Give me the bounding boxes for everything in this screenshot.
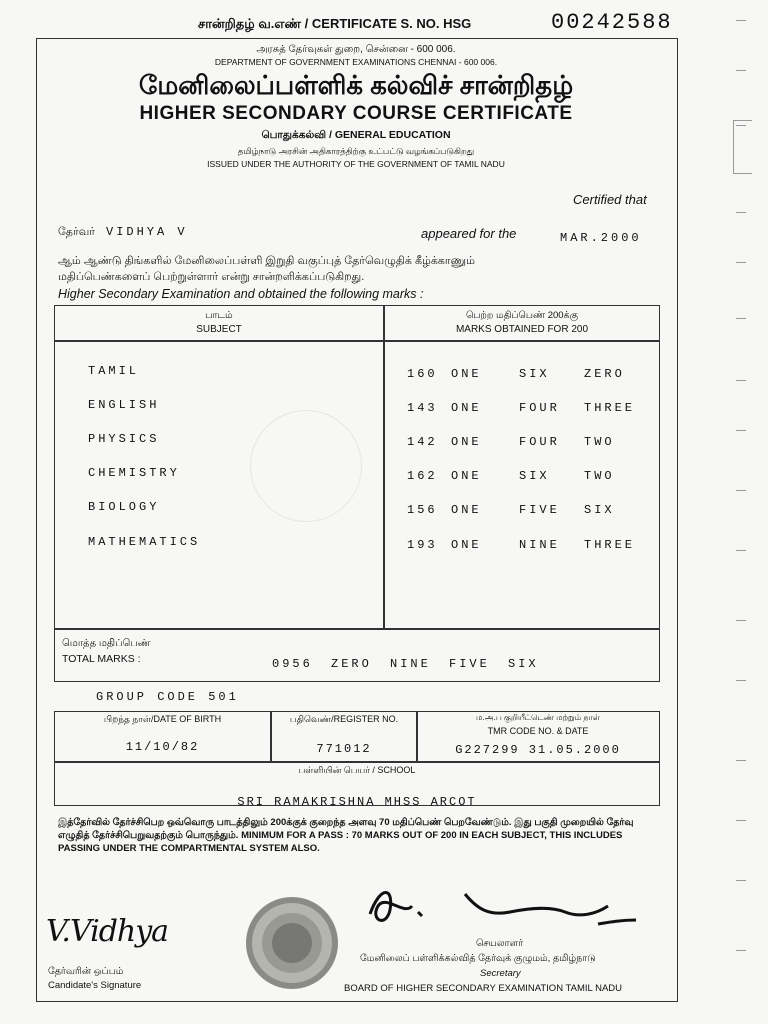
title-english: HIGHER SECONDARY COURSE CERTIFICATE	[139, 103, 573, 124]
marks-header-tamil: பெற்ற மதிப்பெண் 200க்கு	[465, 310, 579, 321]
subject-marks-word-3: THREE	[584, 538, 636, 552]
subject-marks-word-2: FIVE	[519, 503, 560, 517]
official-seal-icon	[244, 895, 340, 991]
watermark-emblem	[250, 410, 362, 522]
subject-marks: 193	[407, 538, 438, 552]
subject-marks-word-3: ZERO	[584, 367, 625, 381]
subject-marks-word-2: NINE	[519, 538, 560, 552]
subject-marks-word-3: THREE	[584, 401, 636, 415]
subject-name: MATHEMATICS	[88, 535, 201, 549]
subject-marks-word-2: FOUR	[519, 401, 560, 415]
subject-marks-word-2: FOUR	[519, 435, 560, 449]
pass-rule-note	[58, 816, 664, 855]
subject-name: BIOLOGY	[88, 500, 160, 514]
marks-table-column-divider	[383, 306, 385, 628]
candidate-label: தேர்வர்	[58, 226, 95, 238]
tmr-value: G227299 31.05.2000	[455, 743, 621, 757]
dob-value: 11/10/82	[125, 740, 200, 754]
secretary-title-tamil: செயலாளர்	[476, 938, 524, 949]
total-marks-label-tamil: மொத்த மதிப்பெண்	[62, 638, 151, 649]
subject-marks-word-2: SIX	[519, 367, 550, 381]
title-tamil: மேனிலைப்பள்ளிக் கல்விச் சான்றிதழ்	[138, 70, 574, 100]
subject-name: ENGLISH	[88, 398, 160, 412]
subject-marks-word-1: ONE	[451, 435, 482, 449]
subject-marks: 143	[407, 401, 438, 415]
board-name-english: BOARD OF HIGHER SECONDARY EXAMINATION TAMIL NADU	[344, 983, 623, 994]
appeared-for-label: appeared for the	[421, 226, 517, 241]
tmr-label-tamil: ம.அ.ப குறியீட்டெண் மற்றும் நாள்	[476, 713, 600, 722]
pass-rule-tamil: இத்தேர்வில் தேர்ச்சிபெற ஒவ்வொரு பாடத்திலும் 200க்குக் குறைந்த அளவு 70 மதிப்பெண் பெறவேண்டும். இது	[58, 817, 532, 828]
certification-english-line: Higher Secondary Examination and obtained the following marks :	[58, 287, 424, 301]
secretary-label: Secretary	[480, 968, 521, 979]
exam-session: MAR.2000	[560, 231, 642, 245]
scan-edge-bracket	[733, 120, 752, 174]
school-label: பள்ளியின் பெயர் / SCHOOL	[298, 765, 416, 775]
total-marks-label: TOTAL MARKS :	[62, 653, 141, 665]
candidate-signature-label-tamil: தேர்வரின் ஒப்பம்	[48, 966, 124, 977]
subject-marks-word-3: SIX	[584, 503, 615, 517]
candidate-signature-label: Candidate's Signature	[48, 980, 142, 991]
subject-marks-word-3: TWO	[584, 469, 615, 483]
authority-tamil: தமிழ்நாடு அரசின் அதிகாரத்திற்கு உட்பட்டு வழங்கப்படுகிறது	[237, 146, 475, 156]
subject-name: TAMIL	[88, 364, 140, 378]
certification-tamil-line-1: ஆம் ஆண்டு திங்களில் மேனிலைப்பள்ளி இறுதி வகுப்புத் தேர்வெழுதிக் கீழ்க்காணும்	[58, 255, 475, 267]
authority-english: ISSUED UNDER THE AUTHORITY OF THE GOVERNMENT OF TAMIL NADU	[207, 159, 505, 169]
certificate-serial-number: 00242588	[551, 10, 673, 35]
subject-name: CHEMISTRY	[88, 466, 180, 480]
register-no-value: 771012	[316, 742, 372, 756]
general-education-label: பொதுக்கல்வி / GENERAL EDUCATION	[261, 129, 451, 141]
subject-marks-word-1: ONE	[451, 538, 482, 552]
certified-that-label: Certified that	[573, 192, 647, 207]
details-table-divider	[55, 761, 659, 763]
pass-rule-english-b: EACH SUBJECT, THIS INCLUDES PASSING UNDER THE COMPARTMENTAL SYSTEM ALSO.	[58, 830, 623, 854]
tmr-label: TMR CODE NO. & DATE	[487, 726, 589, 736]
pass-rule-tamil-2: பகுதி முறையில் தேர்வு எழுதித் தேர்ச்சிபெறுவதற்கும் பொருந்தும்.	[58, 817, 634, 841]
school-value: SRI RAMAKRISHNA MHSS ARCOT	[237, 795, 477, 809]
dob-label: பிறந்த நாள்/DATE OF BIRTH	[103, 714, 222, 724]
marks-table	[54, 305, 660, 682]
pass-rule-english-a: MINIMUM FOR A PASS : 70 MARKS OUT OF 200 IN	[241, 830, 469, 841]
subject-marks-word-1: ONE	[451, 401, 482, 415]
certificate-serial-label: சான்றிதழ் வ.எண் / CERTIFICATE S. NO. HSG	[198, 16, 472, 31]
marks-header: MARKS OBTAINED FOR 200	[455, 324, 589, 335]
subject-name: PHYSICS	[88, 432, 160, 446]
register-no-label: பதிவெண்/REGISTER NO.	[289, 714, 399, 724]
board-name-tamil: மேனிலைப் பள்ளிக்கல்வித் தேர்வுக் குழுமம், தமிழ்நாடு	[360, 953, 596, 964]
candidate-signature: V.Vidhya	[46, 914, 169, 949]
subject-marks-word-3: TWO	[584, 435, 615, 449]
subject-marks: 162	[407, 469, 438, 483]
total-marks-value: 0956 ZERO NINE FIVE SIX	[272, 657, 539, 671]
subject-marks: 156	[407, 503, 438, 517]
subject-marks: 142	[407, 435, 438, 449]
subject-header-tamil: பாடம்	[205, 310, 233, 321]
group-code: GROUP CODE 501	[96, 690, 239, 704]
subject-marks-word-1: ONE	[451, 469, 482, 483]
subject-marks-word-2: SIX	[519, 469, 550, 483]
secretary-signature-icon	[360, 876, 660, 936]
marks-table-header-divider	[55, 340, 659, 342]
marks-table-total-divider	[55, 628, 659, 630]
subject-marks-word-1: ONE	[451, 503, 482, 517]
candidate-name: VIDHYA V	[106, 225, 188, 239]
department-english: DEPARTMENT OF GOVERNMENT EXAMINATIONS CHENNAI - 600 006.	[214, 57, 498, 67]
subject-marks-word-1: ONE	[451, 367, 482, 381]
subject-marks: 160	[407, 367, 438, 381]
certification-tamil-line-2: மதிப்பெண்களைப் பெற்றுள்ளார் என்று சான்றளிக்கப்படுகிறது.	[58, 271, 365, 283]
subject-header: SUBJECT	[196, 324, 242, 335]
department-tamil: அரசுத் தேர்வுகள் துறை, சென்னை - 600 006.	[256, 44, 456, 55]
